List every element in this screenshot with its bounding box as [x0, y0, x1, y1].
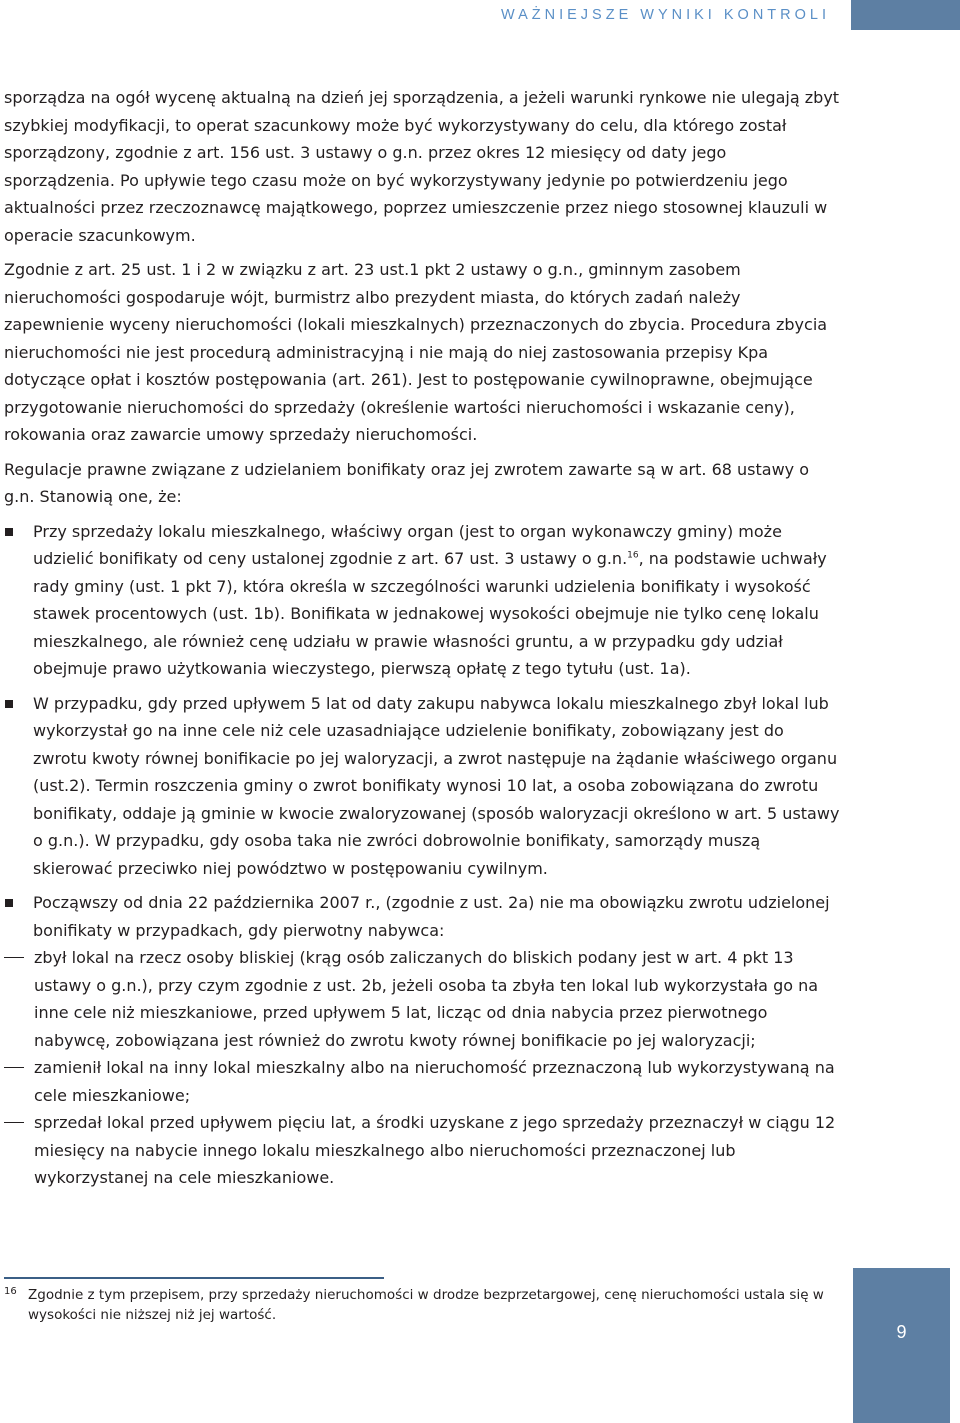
- dash-3-text: sprzedał lokal przed upływem pięciu lat, a środki uzyskane z jego sprzedaży przeznaczył w ciągu 12 miesięcy na nabycie innego lokalu mieszkalnego albo nieruchomości przeznaczonej lub wykorzystanej na cele mieszkaniowe.: [34, 1113, 836, 1187]
- dash-bullet-icon: [4, 1122, 24, 1123]
- footnote-text: Zgodnie z tym przepisem, przy sprzedaży nieruchomości w drodze bezprzetargowej, cenę nieruchomości ustala się w wysokości nie niższej niż jej wartość.: [28, 1287, 824, 1323]
- bullet-item-3: [4, 889, 840, 1192]
- dash-item-1: [4, 944, 840, 1054]
- page-number: 9: [896, 1322, 907, 1342]
- square-bullet-icon: [5, 528, 13, 536]
- bullet-1-text-b: , na podstawie uchwały rady gminy (ust. 1 pkt 7), która określa w szczególności warunki udzielenia bonifikaty i wysokość stawek procentowych (ust. 1b). Bonifikata w jednakowej wysokości obejmuje nie tylko cenę lokalu mieszkalnego, ale również cenę udziału w prawie własności gruntu, a w przypadku gdy udział obejmuje prawo użytkowania wieczystego, pierwszą opłatę z tego tytułu (ust. 1a).: [33, 549, 827, 678]
- footnote-reference: 16: [627, 550, 639, 561]
- dash-item-2: [4, 1054, 840, 1109]
- main-content: [4, 84, 840, 1199]
- bullet-list: [4, 518, 840, 1192]
- bullet-1-text-a: Przy sprzedaży lokalu mieszkalnego, właściwy organ (jest to organ wykonawczy gminy) może udzielić bonifikaty od ceny ustalonej zgodnie z art. 67 ust. 3 ustawy o g.n.: [33, 521, 782, 568]
- square-bullet-icon: [5, 700, 13, 708]
- header-color-box: [851, 0, 960, 30]
- paragraph-3: Regulacje prawne związane z udzielaniem bonifikaty oraz jej zwrotem zawarte są w art. 68 ustawy o g.n. Stanowią one, że:: [4, 459, 810, 506]
- dash-1-text: zbył lokal na rzecz osoby bliskiej (krąg osób zaliczanych do bliskich podany jest w art. 4 pkt 13 ustawy o g.n.), przy czym zgodnie z ust. 2b, jeżeli osoba ta zbyła ten lokal lub wykorzystała go na inne cele niż mieszkaniowe, przed upływem 5 lat, licząc od dnia nabycia przez pierwotnego nabywcę, zobowiązana jest również do zwrotu kwoty równej bonifikacie po jej waloryzacji;: [34, 948, 819, 1050]
- dash-item-3: [4, 1109, 840, 1192]
- paragraph-2: Zgodnie z art. 25 ust. 1 i 2 w związku z art. 23 ust.1 pkt 2 ustawy o g.n., gminnym zasobem nieruchomości gospodaruje wójt, burmistrz albo prezydent miasta, do których zadań należy zapewnienie wyceny nieruchomości (lokali mieszkalnych) przeznaczonych do zbycia. Procedura zbycia nieruchomości nie jest procedurą administracyjną i nie mają do niej zastosowania przepisy Kpa dotyczące opłat i kosztów postępowania (art. 261). Jest to postępowanie cywilnoprawne, obejmujące przygotowanie nieruchomości do sprzedaży (określenie wartości nieruchomości i wskazanie ceny), rokowania oraz zawarcie umowy sprzedaży nieruchomości.: [4, 260, 828, 444]
- bullet-item-1: [4, 518, 840, 683]
- running-header-title: WAŻNIEJSZE WYNIKI KONTROLI: [500, 7, 830, 23]
- bullet-item-2: [4, 690, 840, 883]
- dash-bullet-icon: [4, 1067, 24, 1068]
- dash-list: [33, 944, 840, 1192]
- square-bullet-icon: [5, 899, 13, 907]
- dash-bullet-icon: [4, 957, 24, 958]
- page-number-box: [853, 1268, 950, 1423]
- bullet-3-text: Począwszy od dnia 22 października 2007 r., (zgodnie z ust. 2a) nie ma obowiązku zwrotu udzielonej bonifikaty w przypadkach, gdy pierwotny nabywca:: [33, 893, 830, 940]
- bullet-2-text: W przypadku, gdy przed upływem 5 lat od daty zakupu nabywca lokalu mieszkalnego zbył lokal lub wykorzystał go na inne cele niż cele uzasadniające udzielenie bonifikaty, zobowiązany jest do zwrotu kwoty równej bonifikacie po jej waloryzacji, a zwrot następuje na żądanie właściwego organu (ust.2). Termin roszczenia gminy o zwrot bonifikaty wynosi 10 lat, a osoba zobowiązana do zwrotu bonifikaty, oddaje ją gminie w kwocie zwaloryzowanej (sposób waloryzacji określono w art. 5 ustawy o g.n.). W przypadku, gdy osoba taka nie zwróci dobrowolnie bonifikaty, samorządy muszą skierować przeciwko niej powództwo w postępowaniu cywilnym.: [33, 693, 840, 878]
- footnote: [4, 1285, 824, 1325]
- paragraph-1: sporządza na ogół wycenę aktualną na dzień jej sporządzenia, a jeżeli warunki rynkowe nie ulegają zbyt szybkiej modyfikacji, to operat szacunkowy może być wykorzystywany do celu, dla którego został sporządzony, zgodnie z art. 156 ust. 3 ustawy o g.n. przez okres 12 miesięcy od daty jego sporządzenia. Po upływie tego czasu może on być wykorzystywany jedynie po potwierdzeniu jego aktualności przez rzeczoznawcę majątkowego, poprzez umieszczenie przez niego stosownej klauzuli w operacie szacunkowym.: [4, 88, 840, 245]
- footnote-divider: [4, 1277, 384, 1279]
- dash-2-text: zamienił lokal na inny lokal mieszkalny albo na nieruchomość przeznaczoną lub wykorzystywaną na cele mieszkaniowe;: [34, 1058, 835, 1105]
- footnote-number: 16: [4, 1286, 17, 1297]
